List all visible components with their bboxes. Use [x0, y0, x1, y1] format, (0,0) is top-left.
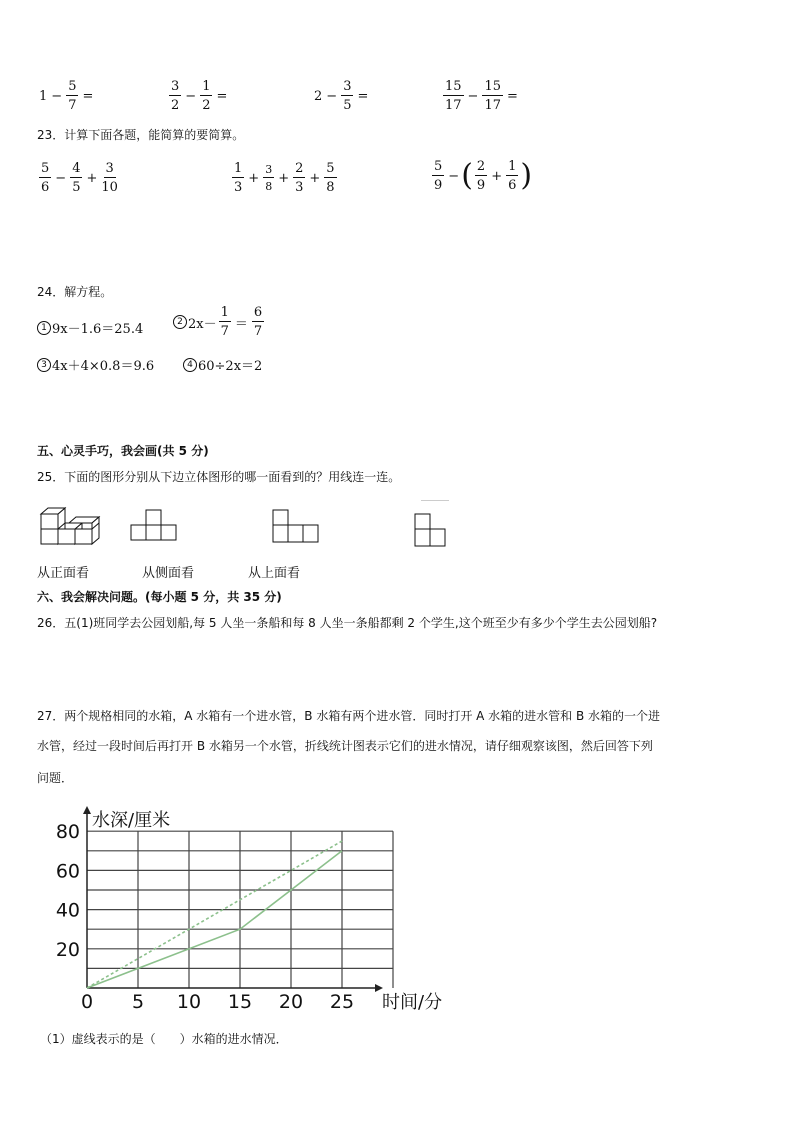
equals-sign: ＝	[234, 316, 248, 332]
view-label-top: 从上面看	[248, 566, 301, 581]
operator: −	[55, 170, 67, 186]
view-shape-3	[415, 514, 445, 546]
equals-sign: =	[357, 88, 369, 104]
fraction: $\frac{4}{5}$	[72, 161, 81, 195]
chart-series	[87, 841, 342, 988]
q23-expr1	[37, 162, 120, 194]
y-axis-title: 水深/厘米	[92, 810, 171, 831]
question-27-line1: 27．两个规格相同的水箱，A 水箱有一个进水管，B 水箱有两个进水管．同时打开 A 水箱的进水管和 B 水箱的一个进	[37, 709, 661, 723]
circled-number: 4	[183, 358, 197, 372]
equation-4	[183, 355, 262, 374]
view-shape-1	[131, 510, 176, 540]
view-label-side: 从侧面看	[142, 566, 195, 581]
x-tick-label: 0	[80, 991, 94, 1013]
view-shape-2	[273, 510, 318, 542]
fraction: $\frac{5}{8}$	[326, 161, 335, 195]
operator: +	[309, 170, 321, 186]
x-axis-title: 时间/分	[382, 992, 443, 1013]
section-6-heading: 六、我会解决问题。(每小题 5 分，共 35 分)	[37, 590, 282, 604]
operator: +	[86, 170, 98, 186]
fraction: $\frac{15}{17}$	[484, 79, 501, 113]
operator: −	[326, 88, 338, 104]
fraction: $\frac{3}{5}$	[343, 79, 352, 113]
x-axis-arrow	[375, 984, 383, 992]
operator: −	[448, 168, 460, 184]
section-5-heading: 五、心灵手巧，我会画(共 5 分)	[37, 444, 209, 458]
arith-row1-expr1	[37, 80, 95, 112]
question-24-title: 24．解方程。	[37, 285, 113, 299]
question-27-line2: 水管，经过一段时间后再打开 B 水箱另一个水管，折线统计图表示它们的进水情况，请仔细观察该图，然后回答下列	[37, 739, 653, 753]
equation-3	[37, 355, 154, 374]
view-label-front: 从正面看	[37, 566, 90, 581]
fraction: $\frac{2}{9}$	[476, 159, 486, 193]
y-axis-arrow	[83, 806, 91, 814]
fraction: $\frac{1}{7}$	[220, 305, 229, 339]
y-tick-label: 20	[55, 938, 80, 961]
solid-series-line	[87, 851, 342, 988]
fraction: $\frac{5}{9}$	[434, 159, 443, 193]
fraction: $\frac{1}{3}$	[234, 161, 243, 195]
fraction: $\frac{2}{3}$	[295, 161, 304, 195]
dashed-series-line	[87, 841, 342, 988]
arith-row1-expr2	[167, 80, 229, 112]
equals-sign: =	[507, 88, 518, 104]
circled-number: 1	[37, 321, 51, 335]
whole-number: 2	[314, 88, 323, 104]
y-tick-label: 40	[55, 899, 80, 922]
operator: −	[185, 88, 197, 104]
circled-number: 2	[173, 315, 187, 329]
fraction: $\frac{3}{10}$	[101, 161, 118, 195]
question-27-line3: 问题．	[37, 771, 74, 785]
equation-2	[173, 306, 266, 338]
question-27-sub1: （1）虚线表示的是（ ）水箱的进水情况．	[40, 1032, 288, 1046]
fraction: $\frac{3}{8}$	[265, 163, 273, 193]
equals-sign: =	[82, 88, 94, 104]
x-tick-label: 20	[278, 991, 304, 1013]
question-25-title: 25．下面的图形分别从下边立体图形的哪一面看到的？用线连一连。	[37, 470, 401, 484]
question-23-title: 23．计算下面各题，能简算的要简算。	[37, 128, 245, 142]
chart-axes	[83, 806, 383, 992]
q23-expr3	[430, 160, 532, 192]
equation-text: 2x－	[188, 316, 217, 332]
view-figures	[37, 500, 457, 552]
equation-1	[37, 318, 143, 337]
fraction: $\frac{1}{6}$	[508, 159, 517, 193]
operator: +	[248, 170, 260, 186]
equals-sign: =	[216, 88, 228, 104]
right-parenthesis: )	[520, 158, 533, 193]
equation-text: 4x＋4×0.8＝9.6	[52, 359, 155, 374]
chart-grid	[87, 831, 393, 988]
operator: −	[51, 88, 63, 104]
chart-labels	[56, 810, 442, 1013]
arith-row1-expr4	[441, 80, 520, 112]
fraction: $\frac{1}{2}$	[202, 79, 211, 113]
question-26-text: 26．五(1)班同学去公园划船,每 5 人坐一条船和每 8 人坐一条船都剩 2 个学生,这个班至少有多少个学生去公园划船?	[37, 616, 658, 630]
fraction: $\frac{5}{6}$	[41, 161, 50, 195]
x-tick-label: 5	[131, 991, 145, 1013]
x-tick-label: 15	[227, 991, 253, 1013]
x-tick-label: 25	[329, 991, 355, 1013]
y-tick-label: 60	[55, 860, 80, 883]
line-chart	[0, 800, 500, 1015]
equation-text: 9x－1.6＝25.4	[52, 322, 144, 337]
left-parenthesis: (	[461, 158, 473, 193]
fraction: $\frac{5}{7}$	[68, 79, 77, 113]
whole-number: 1	[39, 88, 48, 104]
q23-expr2	[230, 162, 339, 194]
x-tick-label: 10	[176, 991, 202, 1013]
fraction: $\frac{15}{17}$	[445, 79, 462, 113]
operator: +	[278, 170, 290, 186]
operator: −	[467, 88, 479, 104]
fraction: $\frac{6}{7}$	[253, 305, 263, 339]
operator: +	[491, 168, 503, 184]
arith-row1-expr3	[312, 80, 370, 112]
cube-solid-figure	[41, 508, 99, 544]
fraction: $\frac{3}{2}$	[171, 79, 180, 113]
circled-number: 3	[37, 358, 51, 372]
y-tick-label: 80	[55, 821, 80, 844]
equation-text: 60÷2x＝2	[198, 359, 263, 374]
